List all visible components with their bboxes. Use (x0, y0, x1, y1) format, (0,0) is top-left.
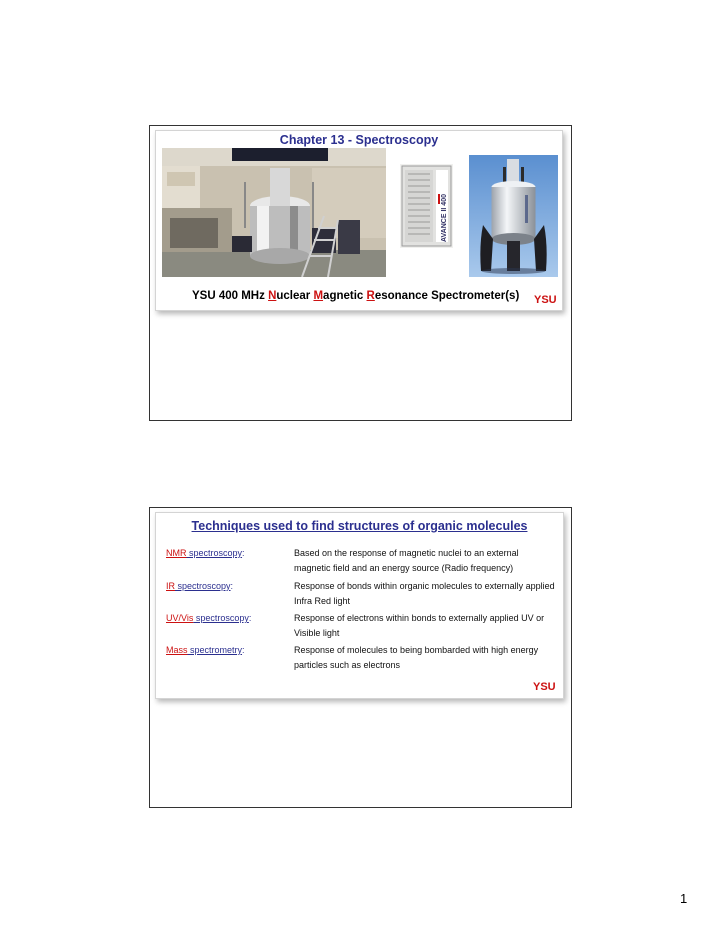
spectrometer-caption (192, 290, 519, 302)
caption-nuclear: uclear (276, 290, 314, 302)
ysu-logo: YSU (533, 681, 556, 693)
caption-resonance: esonance Spectrometer(s) (374, 290, 520, 302)
technique-colon: : (242, 548, 245, 558)
technique-label (166, 546, 245, 561)
page-number: 1 (680, 891, 688, 906)
technique-label (166, 643, 245, 658)
technique-colon: : (242, 645, 245, 655)
technique-description: Response of bonds within organic molecules to externally applied Infra Red light (294, 581, 555, 606)
technique-keyword: IR (166, 581, 175, 591)
console-label: AVANCE II 400 (441, 194, 448, 242)
technique-type: spectrometry (187, 645, 243, 655)
caption-prefix: YSU 400 MHz (192, 290, 269, 302)
ysu-logo: YSU (534, 294, 557, 306)
technique-keyword: NMR (166, 548, 187, 558)
technique-label (166, 611, 251, 626)
nmr-console-photo (400, 164, 453, 248)
slide-1-title: Chapter 13 - Spectroscopy (279, 133, 439, 147)
technique-label (166, 579, 233, 594)
slide-1 (155, 130, 563, 311)
slide-2 (155, 512, 564, 699)
slide-2-title: Techniques used to find structures of organic molecules (191, 519, 528, 533)
technique-type: spectroscopy (186, 548, 243, 558)
technique-type: spectroscopy (175, 581, 231, 591)
nmr-magnet-photo (469, 155, 558, 277)
technique-description: Based on the response of magnetic nuclei to an external magnetic field and an energy source (Radio frequency) (294, 548, 519, 573)
technique-description: Response of electrons within bonds to externally applied UV or Visible light (294, 613, 545, 638)
technique-keyword: Mass (166, 645, 188, 655)
technique-type: spectroscopy (193, 613, 249, 623)
caption-letter-r: R (366, 290, 375, 302)
technique-description: Response of molecules to being bombarded with high energy particles such as electrons (294, 645, 539, 670)
caption-letter-m: M (313, 290, 324, 302)
technique-colon: : (248, 613, 252, 623)
caption-magnetic: agnetic (323, 290, 367, 302)
nmr-lab-photo (162, 148, 386, 277)
caption-letter-n: N (268, 290, 277, 302)
technique-colon: : (230, 581, 234, 591)
technique-keyword: UV/Vis (166, 613, 194, 623)
